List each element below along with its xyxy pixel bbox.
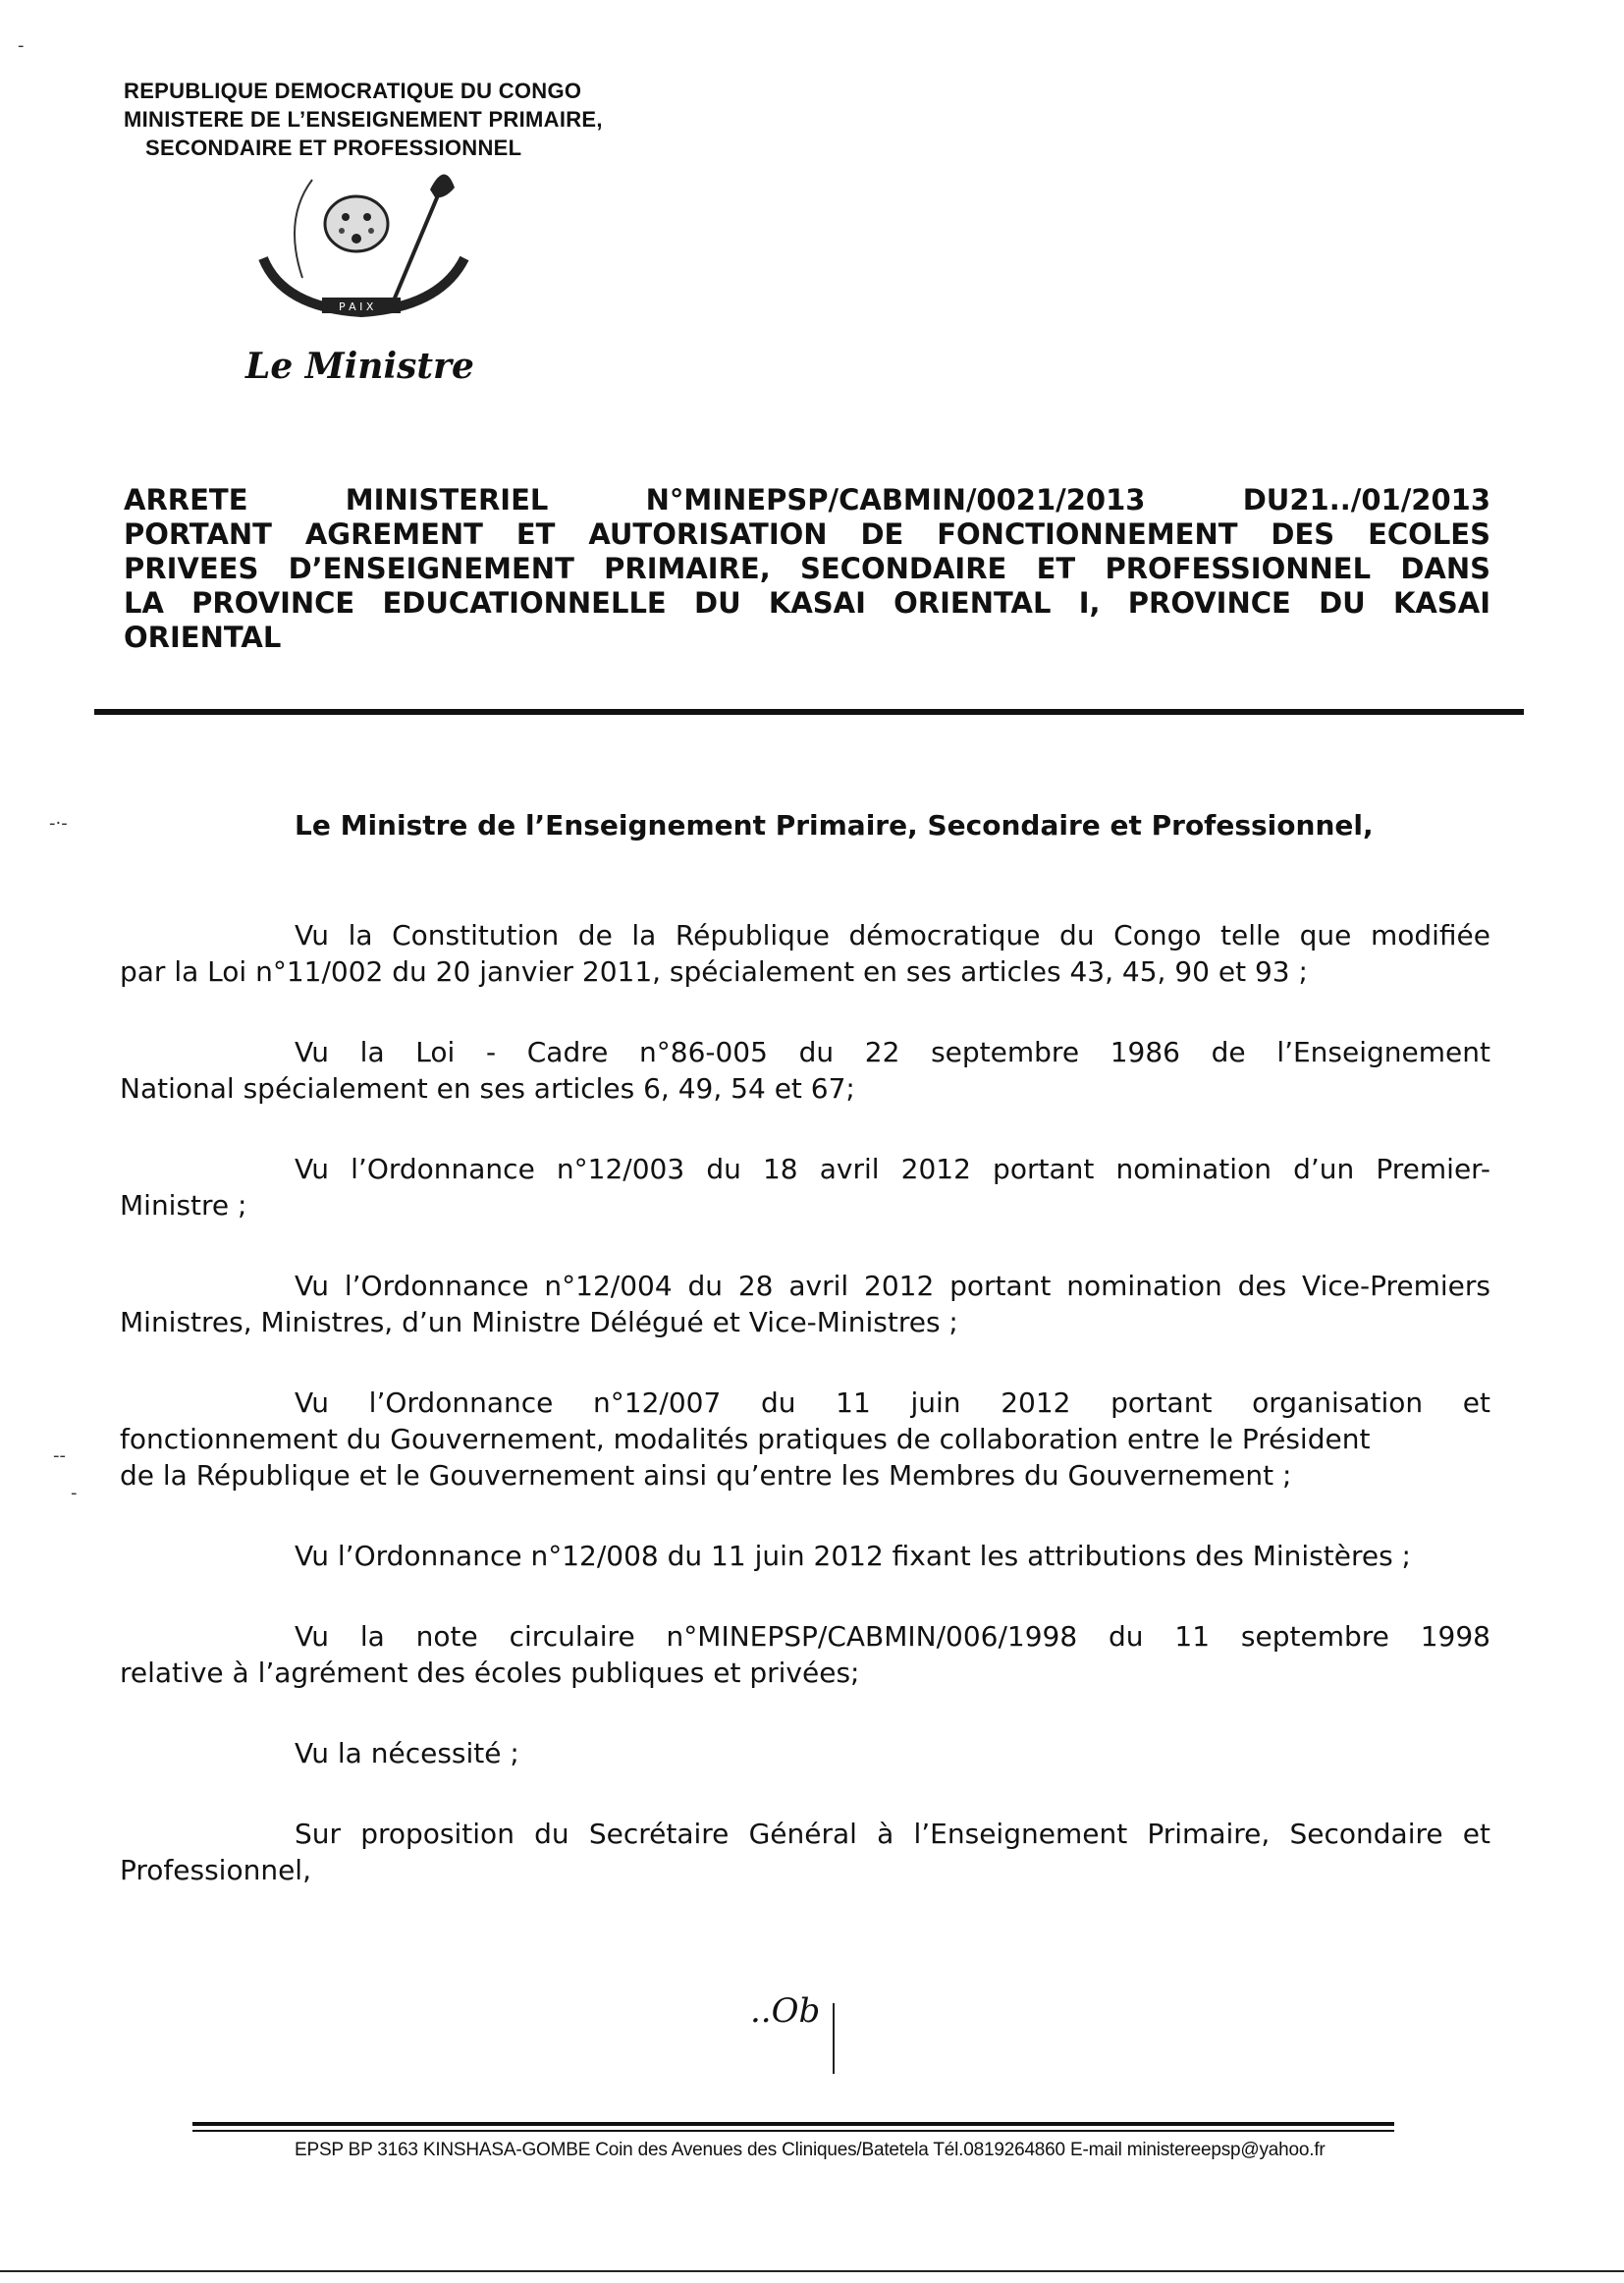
considerant-item: Vu la Loi - Cadre n°86-005 du 22 septembre 1986 de l’Enseignement National spécialement en ses articles 6, 49, 54 et 67; [120, 1036, 1490, 1105]
minister-signature-title: Le Ministre [245, 346, 474, 387]
page-bottom-line [0, 2270, 1624, 2272]
decree-title-line: LA PROVINCE EDUCATIONNELLE DU KASAI ORIENTAL I, PROVINCE DU KASAI [124, 586, 1490, 620]
svg-text:P A I X: P A I X [339, 300, 374, 313]
decree-number-line [124, 483, 1490, 517]
title-divider [94, 709, 1524, 715]
considerant-item: Vu l’Ordonnance n°12/007 du 11 juin 2012 portant organisation et fonctionnement du Gouvernement, modalités pratiques de collaboration entre le Président de la République et le Gouvernement ainsi qu’entre les Membres du Gouvernement ; [120, 1386, 1490, 1492]
margin-mark: -- [53, 1445, 66, 1466]
letterhead [124, 77, 603, 162]
decree-number: ARRETE MINISTERIEL N°MINEPSP/CABMIN/0021/2013 [124, 483, 1146, 516]
considerant-item: Vu l’Ordonnance n°12/008 du 11 juin 2012 fixant les attributions des Ministères ; [295, 1540, 1411, 1572]
considerant-item: Vu l’Ordonnance n°12/004 du 28 avril 2012 portant nomination des Vice-Premiers Ministres, Ministres, d’un Ministre Délégué et Vice-Ministres ; [120, 1270, 1490, 1338]
margin-mark: - [18, 35, 25, 56]
margin-mark: - [71, 1483, 78, 1503]
considerant-item: Vu la nécessité ; [295, 1737, 519, 1769]
decree-title-line: PRIVEES D’ENSEIGNEMENT PRIMAIRE, SECONDAIRE ET PROFESSIONNEL DANS [124, 552, 1490, 585]
considerant-item: Vu l’Ordonnance n°12/003 du 18 avril 2012 portant nomination d’un Premier- Ministre ; [120, 1153, 1490, 1222]
initials-stroke [833, 2003, 835, 2074]
considerant-item: Sur proposition du Secrétaire Général à l’Enseignement Primaire, Secondaire et Professionnel, [120, 1818, 1490, 1886]
footer-divider-thin [192, 2130, 1394, 2132]
minister-heading: Le Ministre de l’Enseignement Primaire, Secondaire et Professionnel, [295, 809, 1374, 842]
decree-title [124, 483, 1490, 655]
margin-mark: -·- [49, 813, 68, 834]
decree-title-line: ORIENTAL [124, 621, 282, 654]
considerants-list [120, 917, 1490, 1932]
letterhead-country: REPUBLIQUE DEMOCRATIQUE DU CONGO [124, 79, 582, 103]
letterhead-ministry: MINISTERE DE L’ENSEIGNEMENT PRIMAIRE, [124, 107, 603, 132]
letterhead-ministry-cont: SECONDAIRE ET PROFESSIONNEL [145, 136, 522, 160]
considerant-item: Vu la Constitution de la République démocratique du Congo telle que modifiée par la Loi n°11/002 du 20 janvier 2011, spécialement en ses articles 43, 45, 90 et 93 ; [120, 919, 1490, 988]
considerant-item: Vu la note circulaire n°MINEPSP/CABMIN/006/1998 du 11 septembre 1998 relative à l’agrément des écoles publiques et privées; [120, 1620, 1490, 1689]
coat-of-arms-icon [244, 160, 489, 337]
decree-date: DU21../01/2013 [1242, 483, 1490, 516]
handwritten-initials: ..Ob [750, 1991, 821, 2031]
decree-title-line: PORTANT AGREMENT ET AUTORISATION DE FONCTIONNEMENT DES ECOLES [124, 517, 1490, 551]
footer-address: EPSP BP 3163 KINSHASA-GOMBE Coin des Avenues des Cliniques/Batetela Tél.0819264860 E-mail ministereepsp@yahoo.fr [295, 2140, 1326, 2160]
footer-divider [192, 2122, 1394, 2126]
